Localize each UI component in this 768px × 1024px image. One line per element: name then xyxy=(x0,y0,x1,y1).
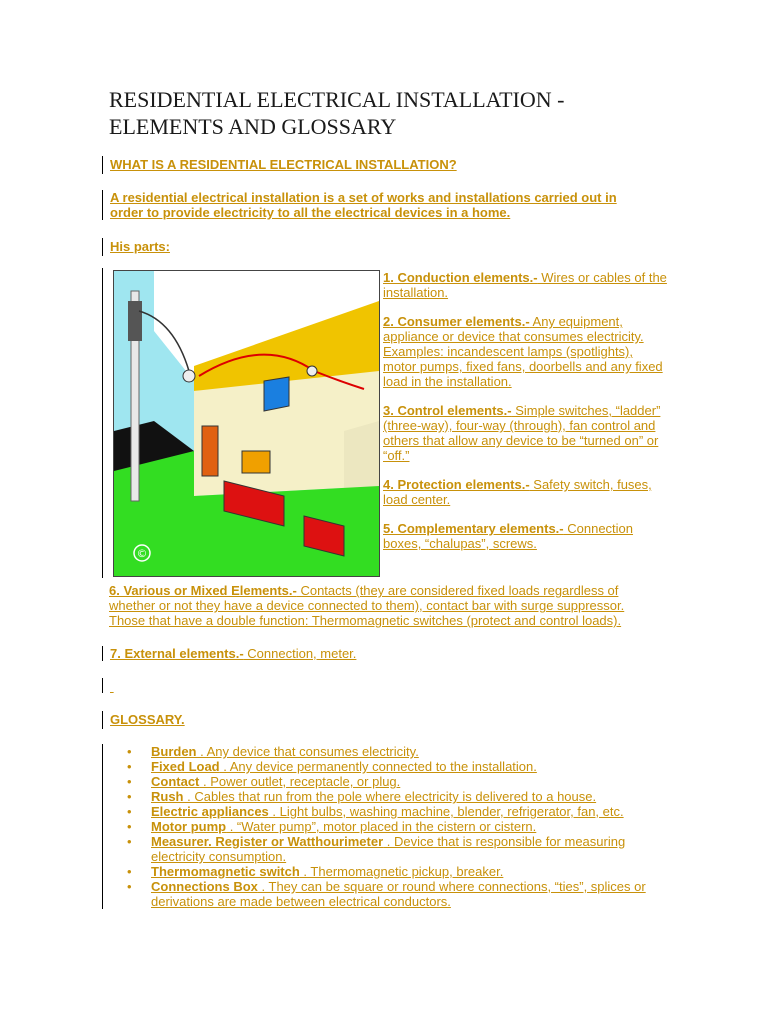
empty-line xyxy=(102,678,115,693)
bullet-icon: • xyxy=(127,774,132,789)
glossary-term: Measurer. Register or Watthourimeter xyxy=(151,834,384,849)
glossary-item[interactable] xyxy=(127,774,672,789)
element-term: 2. Consumer elements.- xyxy=(383,314,530,329)
glossary-item[interactable] xyxy=(127,744,672,759)
element-term: 5. Complementary elements.- xyxy=(383,521,564,536)
glossary-item[interactable] xyxy=(127,834,672,864)
parts-rule xyxy=(102,268,103,578)
glossary-desc: . Device that is responsible for measuring electricity consumption. xyxy=(151,834,626,864)
glossary-desc: . Any device permanently connected to the installation. xyxy=(219,759,537,774)
page-title: RESIDENTIAL ELECTRICAL INSTALLATION - ELEMENTS AND GLOSSARY xyxy=(109,87,565,139)
element-desc: Contacts (they are considered fixed loads regardless of whether or not they have a device connected to them), contact bar with surge suppressor. Those that have a double function: Thermomagnetic switches (protect and control loads). xyxy=(109,583,625,628)
element-7-block xyxy=(102,646,356,661)
bullet-icon: • xyxy=(127,789,132,804)
glossary-desc: . Thermomagnetic pickup, breaker. xyxy=(299,864,504,879)
element-item[interactable] xyxy=(383,270,668,300)
glossary-item[interactable] xyxy=(127,789,672,804)
parts-heading-block xyxy=(102,238,170,256)
copyright-mark: © xyxy=(136,547,148,560)
house-illustration xyxy=(113,270,380,577)
glossary-item[interactable] xyxy=(127,879,672,909)
definition-block xyxy=(102,190,650,220)
element-term: 4. Protection elements.- xyxy=(383,477,530,492)
glossary-term: Burden xyxy=(151,744,197,759)
element-desc: Wires or cables of the installation. xyxy=(383,270,667,300)
bullet-icon: • xyxy=(127,744,132,759)
glossary-item[interactable] xyxy=(127,864,672,879)
bullet-icon: • xyxy=(127,804,132,819)
question-heading[interactable]: WHAT IS A RESIDENTIAL ELECTRICAL INSTALLATION? xyxy=(110,157,457,172)
glossary-item[interactable] xyxy=(127,819,672,834)
parts-heading[interactable]: His parts: xyxy=(110,239,170,254)
element-term: 3. Control elements.- xyxy=(383,403,512,418)
glossary-item[interactable] xyxy=(127,804,672,819)
glossary-desc: . Any device that consumes electricity. xyxy=(196,744,419,759)
element-item[interactable] xyxy=(383,477,668,507)
glossary-block xyxy=(102,744,672,909)
glossary-term: Contact xyxy=(151,774,200,789)
element-item[interactable] xyxy=(383,521,668,551)
glossary-term: Thermomagnetic switch xyxy=(151,864,300,879)
element-6-block xyxy=(109,583,654,628)
element-item[interactable] xyxy=(383,403,668,463)
element-desc: Connection boxes, “chalupas”, screws. xyxy=(383,521,634,551)
definition-text[interactable]: A residential electrical installation is a set of works and installations carried out in order to provide electricity to all the electrical devices in a home. xyxy=(110,190,617,220)
empty-link xyxy=(110,679,115,694)
glossary-term: Connections Box xyxy=(151,879,258,894)
glossary-desc: . Power outlet, receptacle, or plug. xyxy=(199,774,401,789)
element-item[interactable] xyxy=(110,646,356,661)
glossary-desc: . Light bulbs, washing machine, blender, refrigerator, fan, etc. xyxy=(268,804,624,819)
bullet-icon: • xyxy=(127,819,132,834)
element-term: 6. Various or Mixed Elements.- xyxy=(109,583,297,598)
element-desc: Connection, meter. xyxy=(243,646,357,661)
glossary-term: Fixed Load xyxy=(151,759,220,774)
elements-list xyxy=(383,270,668,565)
element-term: 7. External elements.- xyxy=(110,646,244,661)
element-item[interactable] xyxy=(383,314,668,389)
glossary-term: Electric appliances xyxy=(151,804,269,819)
house-diagram xyxy=(114,271,379,576)
glossary-desc: . “Water pump”, motor placed in the cistern or cistern. xyxy=(226,819,537,834)
bullet-icon: • xyxy=(127,834,132,849)
element-item[interactable] xyxy=(109,583,654,628)
bullet-icon: • xyxy=(127,759,132,774)
question-block xyxy=(102,156,457,174)
glossary-term: Rush xyxy=(151,789,184,804)
glossary-term: Motor pump xyxy=(151,819,227,834)
glossary-desc: . They can be square or round where connections, “ties”, splices or derivations are made between electrical conductors. xyxy=(151,879,646,909)
bullet-icon: • xyxy=(127,879,132,894)
glossary-heading[interactable]: GLOSSARY. xyxy=(110,712,185,727)
glossary-item[interactable] xyxy=(127,759,672,774)
glossary-list xyxy=(127,744,672,909)
element-desc: Simple switches, “ladder” (three-way), four-way (through), fan control and others that allow any device to be “turned on” or “off.” xyxy=(383,403,661,463)
element-desc: Any equipment, appliance or device that consumes electricity. Examples: incandescent lamps (spotlights), motor pumps, fixed fans, doorbells and any fixed load in the installation. xyxy=(383,314,663,389)
glossary-heading-block xyxy=(102,711,185,729)
bullet-icon: • xyxy=(127,864,132,879)
element-desc: Safety switch, fuses, load center. xyxy=(383,477,652,507)
glossary-desc: . Cables that run from the pole where electricity is delivered to a house. xyxy=(183,789,597,804)
element-term: 1. Conduction elements.- xyxy=(383,270,538,285)
